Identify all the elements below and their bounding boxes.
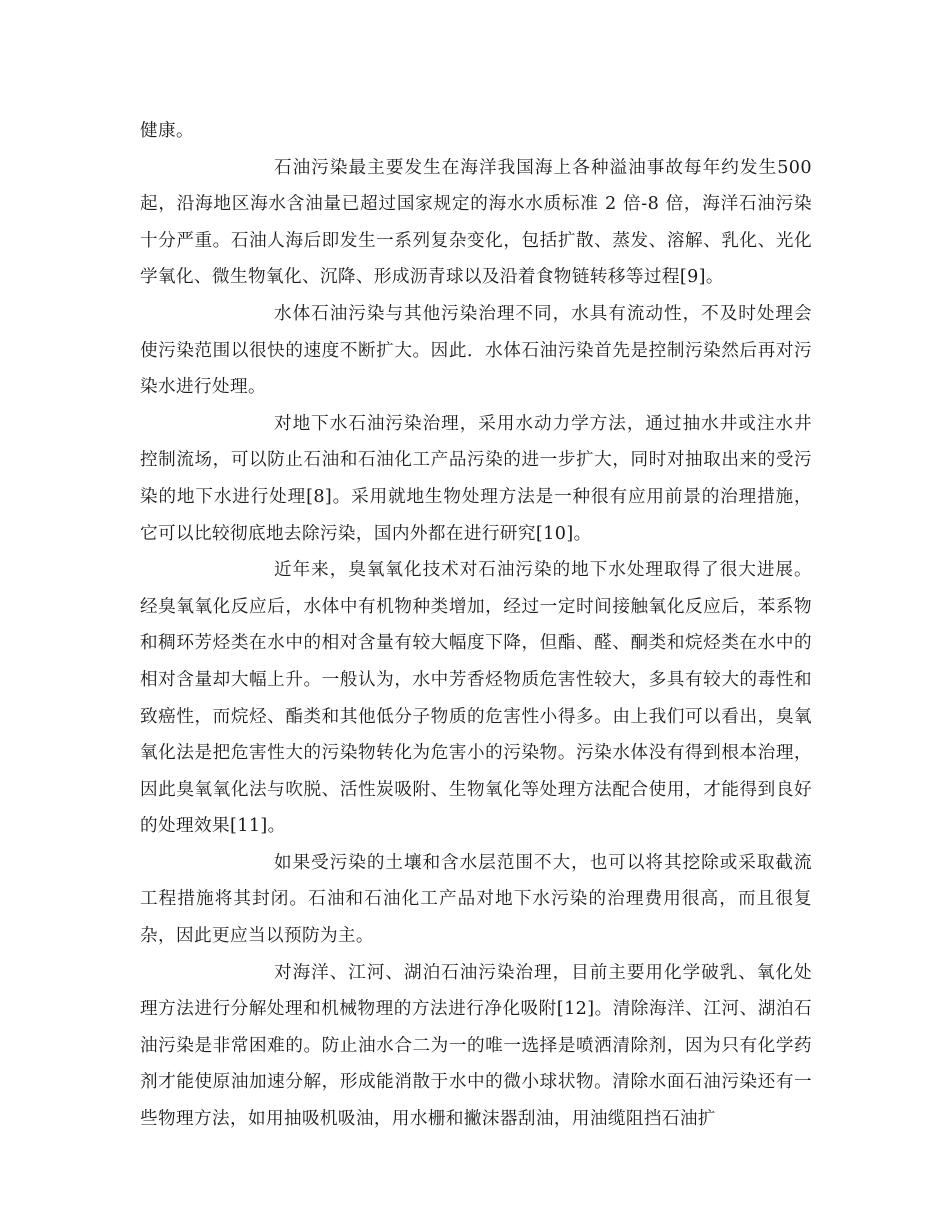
paragraph-7: 对海洋、江河、湖泊石油污染治理，目前主要用化学破乳、氧化处理方法进行分解处理和机械物理的方法进行净化吸附[12]。清除海洋、江河、湖泊石油污染是非常困难的。防止油水合二为一的唯一选择是喷洒清除剂，因为只有化学药剂才能使原油加速分解，形成能消散于水中的微小球状物。清除水面石油污染还有一些物理方法，如用抽吸机吸油，用水栅和撇沫器刮油，用油缆阻挡石油扩 [140, 962, 812, 1130]
paragraph-4: 对地下水石油污染治理，采用水动力学方法，通过抽水井或注水井控制流场，可以防止石油和石油化工产品污染的进一步扩大，同时对抽取出来的受污染的地下水进行处理[8]。采用就地生物处理方法是一种很有应用前景的治理措施，它可以比较彻底地去除污染，国内外都在进行研究[10]。 [140, 413, 812, 544]
paragraph-2: 石油污染最主要发生在海洋我国海上各种溢油事故每年约发生500起，沿海地区海水含油量已超过国家规定的海水水质标准 2 倍-8 倍，海洋石油污染十分严重。石油人海后即发生一系列复杂变化，包括扩散、蒸发、溶解、乳化、光化学氧化、微生物氧化、沉降、形成沥青球以及沿着食物链转移等过程[9]。 [140, 157, 812, 288]
paragraph-3: 水体石油污染与其他污染治理不同，水具有流动性，不及时处理会使污染范围以很快的速度不断扩大。因此．水体石油污染首先是控制污染然后再对污染水进行处理。 [140, 303, 812, 398]
paragraph-1: 健康。 [140, 121, 194, 141]
paragraph-5: 近年来，臭氧氧化技术对石油污染的地下水处理取得了很大进展。经臭氧氧化反应后，水体中有机物种类增加，经过一定时间接触氧化反应后，苯系物和稠环芳烃类在水中的相对含量有较大幅度下降，但酯、醛、酮类和烷烃类在水中的相对含量却大幅上升。一般认为，水中芳香烃物质危害性较大，多具有较大的毒性和致癌性，而烷烃、酯类和其他低分子物质的危害性小得多。由上我们可以看出，臭氧氧化法是把危害性大的污染物转化为危害小的污染物。污染水体没有得到根本治理，因此臭氧氧化法与吹脱、活性炭吸附、生物氧化等处理方法配合使用，才能得到良好的处理效果[11]。 [140, 560, 812, 837]
paragraph-6: 如果受污染的土壤和含水层范围不大，也可以将其挖除或采取截流工程措施将其封闭。石油和石油化工产品对地下水污染的治理费用很高，而且很复杂，因此更应当以预防为主。 [140, 852, 812, 947]
document-body [140, 113, 812, 1138]
